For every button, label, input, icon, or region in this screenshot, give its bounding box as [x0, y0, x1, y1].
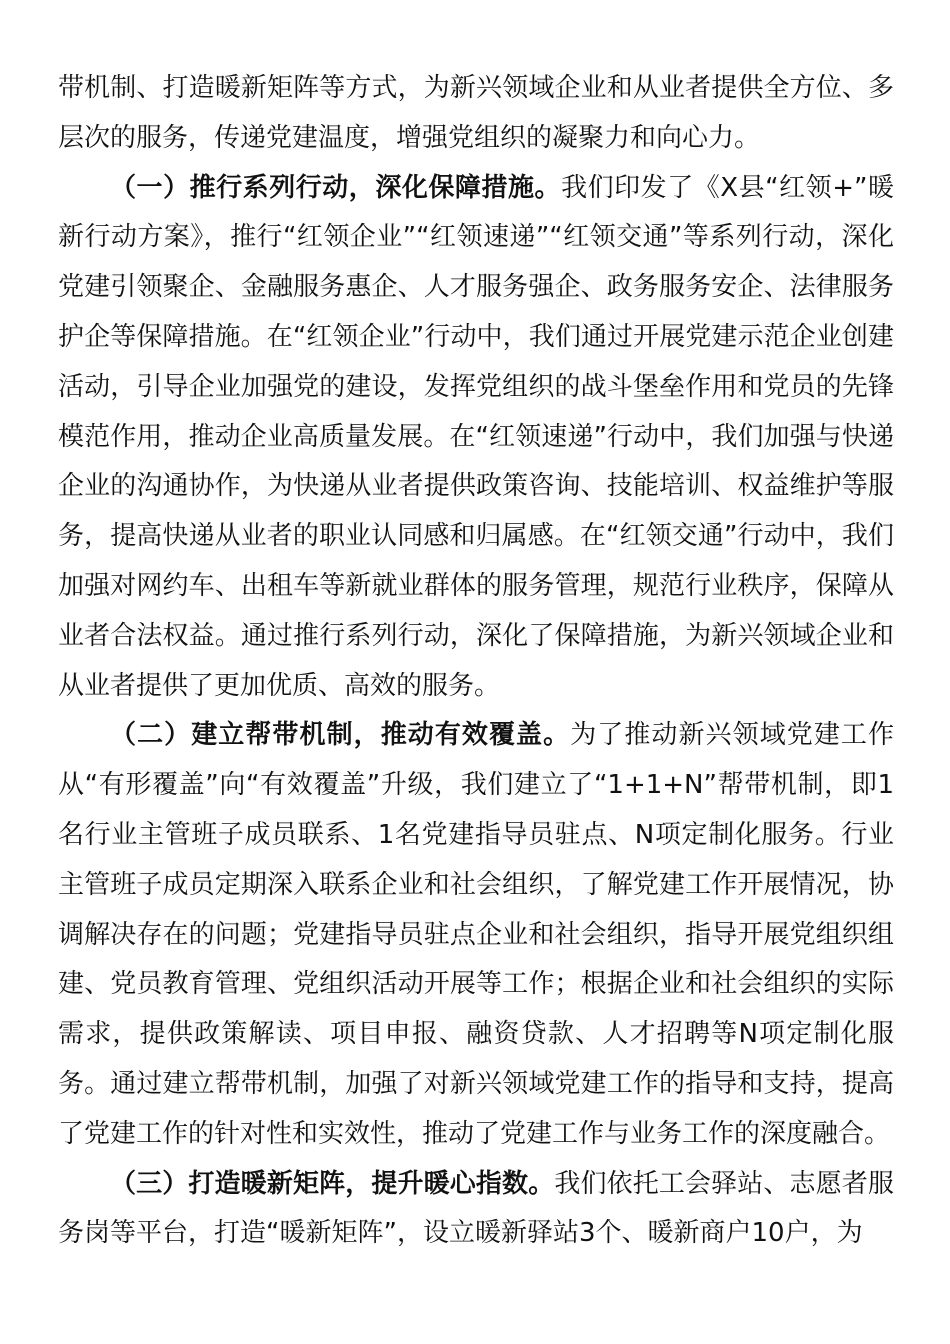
- paragraph-text: 带机制、打造暖新矩阵等方式，为新兴领域企业和从业者提供全方位、多层次的服务，传递党建温度，增强党组织的凝聚力和向心力。: [58, 73, 894, 153]
- paragraph-text: 为了推动新兴领域党建工作从“有形覆盖”向“有效覆盖”升级，我们建立了“1+1+N”帮带机制，即1名行业主管班子成员联系、1名党建指导员驻点、N项定制化服务。行业主管班子成员定期深入联系企业和社会组织，了解党建工作开展情况，协调解决存在的问题；党建指导员驻点企业和社会组织，指导开展党组织组建、党员教育管理、党组织活动开展等工作；根据企业和社会组织的实际需求，提供政策解读、项目申报、融资贷款、人才招聘等N项定制化服务。通过建立帮带机制，加强了对新兴领域党建工作的指导和支持，提高了党建工作的针对性和实效性，推动了党建工作与业务工作的深度融合。: [58, 720, 894, 1149]
- paragraph-section-1: [58, 164, 894, 712]
- section-heading: （二）建立帮带机制，推动有效覆盖。: [110, 720, 571, 751]
- paragraph-section-3: [58, 1160, 894, 1260]
- section-heading: （一）推行系列行动，深化保障措施。: [110, 172, 562, 203]
- section-heading: （三）打造暖新矩阵，提升暖心指数。: [110, 1168, 555, 1199]
- paragraph-intro: [58, 64, 894, 164]
- paragraph-text: 我们印发了《X县“红领+”暖新行动方案》，推行“红领企业”“红领速递”“红领交通”等系列行动，深化党建引领聚企、金融服务惠企、人才服务强企、政务服务安企、法律服务护企等保障措施。在“红领企业”行动中，我们通过开展党建示范企业创建活动，引导企业加强党的建设，发挥党组织的战斗堡垒作用和党员的先锋模范作用，推动企业高质量发展。在“红领速递”行动中，我们加强与快递企业的沟通协作，为快递从业者提供政策咨询、技能培训、权益维护等服务，提高快递从业者的职业认同感和归属感。在“红领交通”行动中，我们加强对网约车、出租车等新就业群体的服务管理，规范行业秩序，保障从业者合法权益。通过推行系列行动，深化了保障措施，为新兴领域企业和从业者提供了更加优质、高效的服务。: [58, 172, 894, 701]
- paragraph-text: 我们依托工会驿站、志愿者服务岗等平台，打造“暖新矩阵”，设立暖新驿站3个、暖新商户10户，为: [58, 1168, 894, 1249]
- paragraph-section-2: [58, 711, 894, 1159]
- document-page: [58, 64, 894, 1259]
